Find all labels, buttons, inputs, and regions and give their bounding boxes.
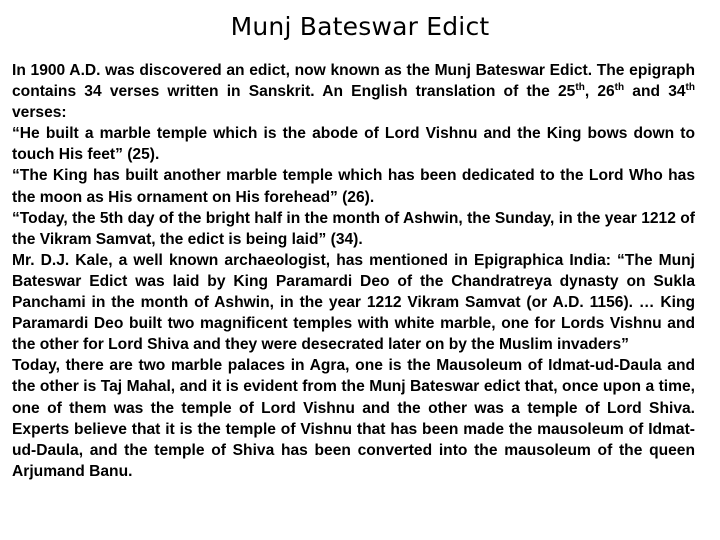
ordinal-suffix: th [685,82,695,94]
intro-paragraph [12,60,695,123]
verse-25-quote: “He built a marble temple which is the abode of Lord Vishnu and the King bows down to touch His feet” (25). [12,125,695,164]
ordinal-suffix: th [575,82,585,94]
intro-text-c: and 34 [624,83,686,101]
verse-34-quote: “Today, the 5th day of the bright half in the month of Ashwin, the Sunday, in the year 1212 of the Vikram Samvat, the edict is being laid” (34). [12,209,695,248]
body-text [12,60,695,482]
kale-quote-paragraph: Mr. D.J. Kale, a well known archaeologist, has mentioned in Epigraphica India: “The Munj Bateswar Edict was laid by King Paramardi Deo of the Chandratreya dynasty on Sukla Panchami in the month of Ashwin, in the year 1212 Vikram Samvat (or A.D. 1156). … King Paramardi Deo built two magnificent temples with white marble, one for Lords Vishnu and the other for Lord Shiva and they were desecrated later on by the Muslim invaders” [12,251,695,354]
ordinal-suffix: th [614,82,625,94]
slide-title: Munj Bateswar Edict [230,12,490,41]
intro-text-a: In 1900 A.D. was discovered an edict, now known as the Munj Bateswar Edict. The epigraph contains 34 verses written in Sanskrit. An English translation of the 25 [12,62,695,101]
conclusion-paragraph: Today, there are two marble palaces in Agra, one is the Mausoleum of Idmat-ud-Daula and the other is Taj Mahal, and it is evident from the Munj Bateswar edict that, once upon a time, one of them was the temple of Lord Vishnu and the other was a temple of Lord Shiva. Experts believe that it is the temple of Vishnu that has been made the mausoleum of Idmat-ud-Daula, and the temple of Shiva has been converted into the mausoleum of the queen Arjumand Banu. [12,357,695,480]
intro-text-d: verses: [12,104,67,122]
verse-26-quote: “The King has built another marble temple which has been dedicated to the Lord Who has the moon as His ornament on His forehead” (26). [12,167,695,206]
intro-text-b: , 26 [584,83,615,101]
